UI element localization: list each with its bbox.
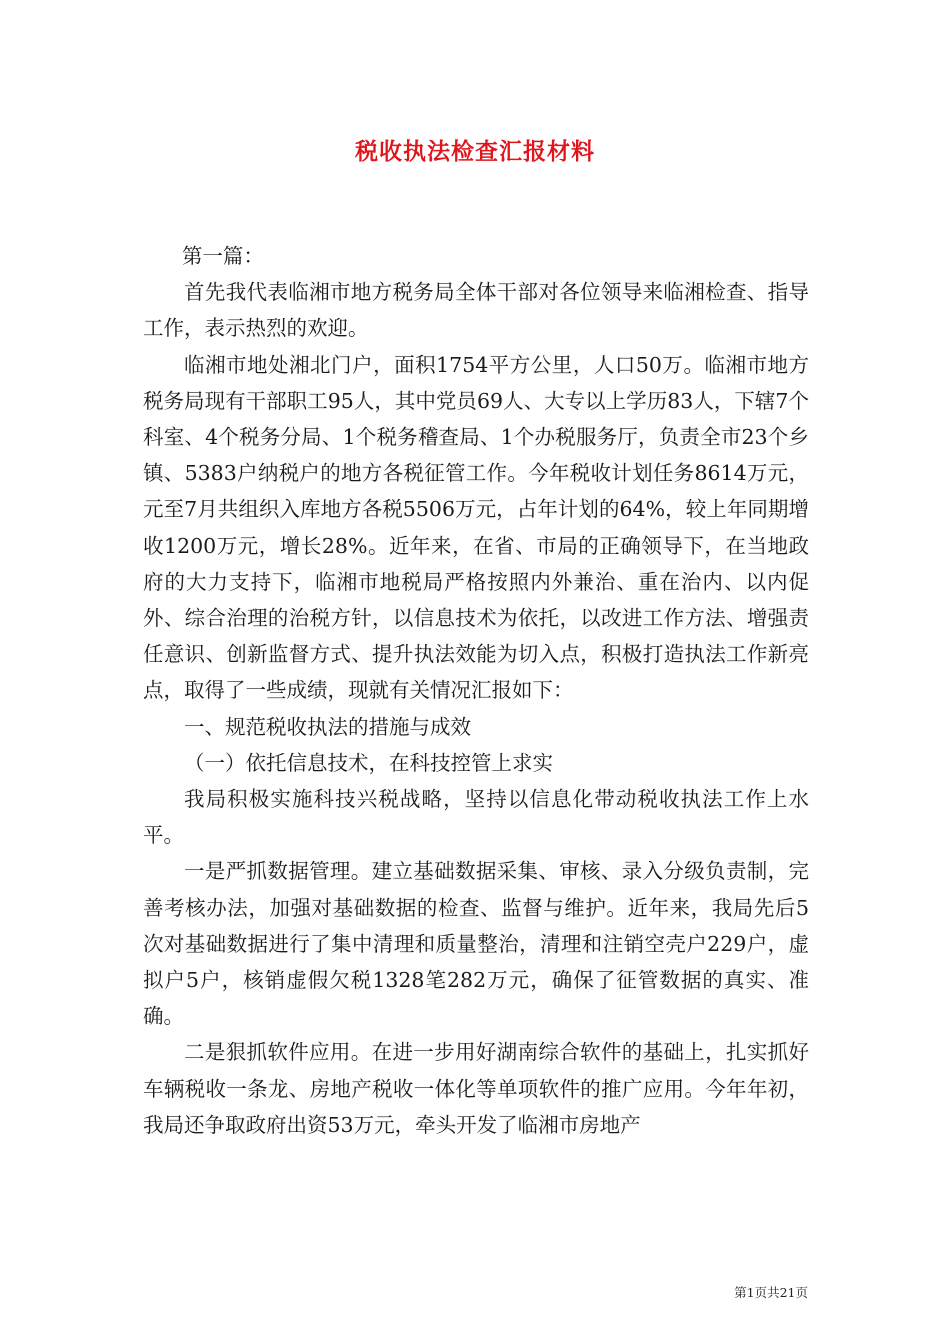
paragraph-data-management: 一是严抓数据管理。建立基础数据采集、审核、录入分级负责制，完善考核办法，加强对基础数据的检查、监督与维护。近年来，我局先后5次对基础数据进行了集中清理和质量整治，清理和注销空壳户229户，虚拟户5户，核销虚假欠税1328笔282万元，确保了征管数据的真实、准确。: [143, 859, 809, 1029]
paragraph-overview: 临湘市地处湘北门户，面积1754平方公里，人口50万。临湘市地方税务局现有干部职工95人，其中党员69人、大专以上学历83人，下辖7个科室、4个税务分局、1个税务稽查局、1个办税服务厅，负责全市23个乡镇、5383户纳税户的地方各税征管工作。今年税收计划任务8614万元，元至7月共组织入库地方各税5506万元，占年计划的64%，较上年同期增收1200万元，增长28%。近年来，在省、市局的正确领导下，在当地政府的大力支持下，临湘市地税局严格按照内外兼治、重在治内、以内促外、综合治理的治税方针，以信息技术为依托，以改进工作方法、增强责任意识、创新监督方式、提升执法效能为切入点，积极打造执法工作新亮点，取得了一些成绩，现就有关情况汇报如下：: [143, 352, 809, 703]
section-label: 第一篇：: [181, 244, 264, 268]
subheading-one: （一）依托信息技术，在科技控管上求实: [184, 750, 553, 775]
paragraph-strategy: 我局积极实施科技兴税战略，坚持以信息化带动税收执法工作上水平。: [143, 787, 809, 848]
heading-section-one: 一、规范税收执法的措施与成效: [184, 714, 471, 739]
document-body: [143, 238, 809, 1143]
page-number: 第1页共21页: [734, 1285, 808, 1300]
document-title: 税收执法检查汇报材料: [355, 138, 595, 165]
paragraph-software-application: 二是狠抓软件应用。在进一步用好湖南综合软件的基础上，扎实抓好车辆税收一条龙、房地产税收一体化等单项软件的推广应用。今年年初，我局还争取政府出资53万元，牵头开发了临湘市房地产: [143, 1040, 809, 1137]
paragraph-welcome: 首先我代表临湘市地方税务局全体干部对各位领导来临湘检查、指导工作，表示热烈的欢迎。: [143, 280, 809, 341]
